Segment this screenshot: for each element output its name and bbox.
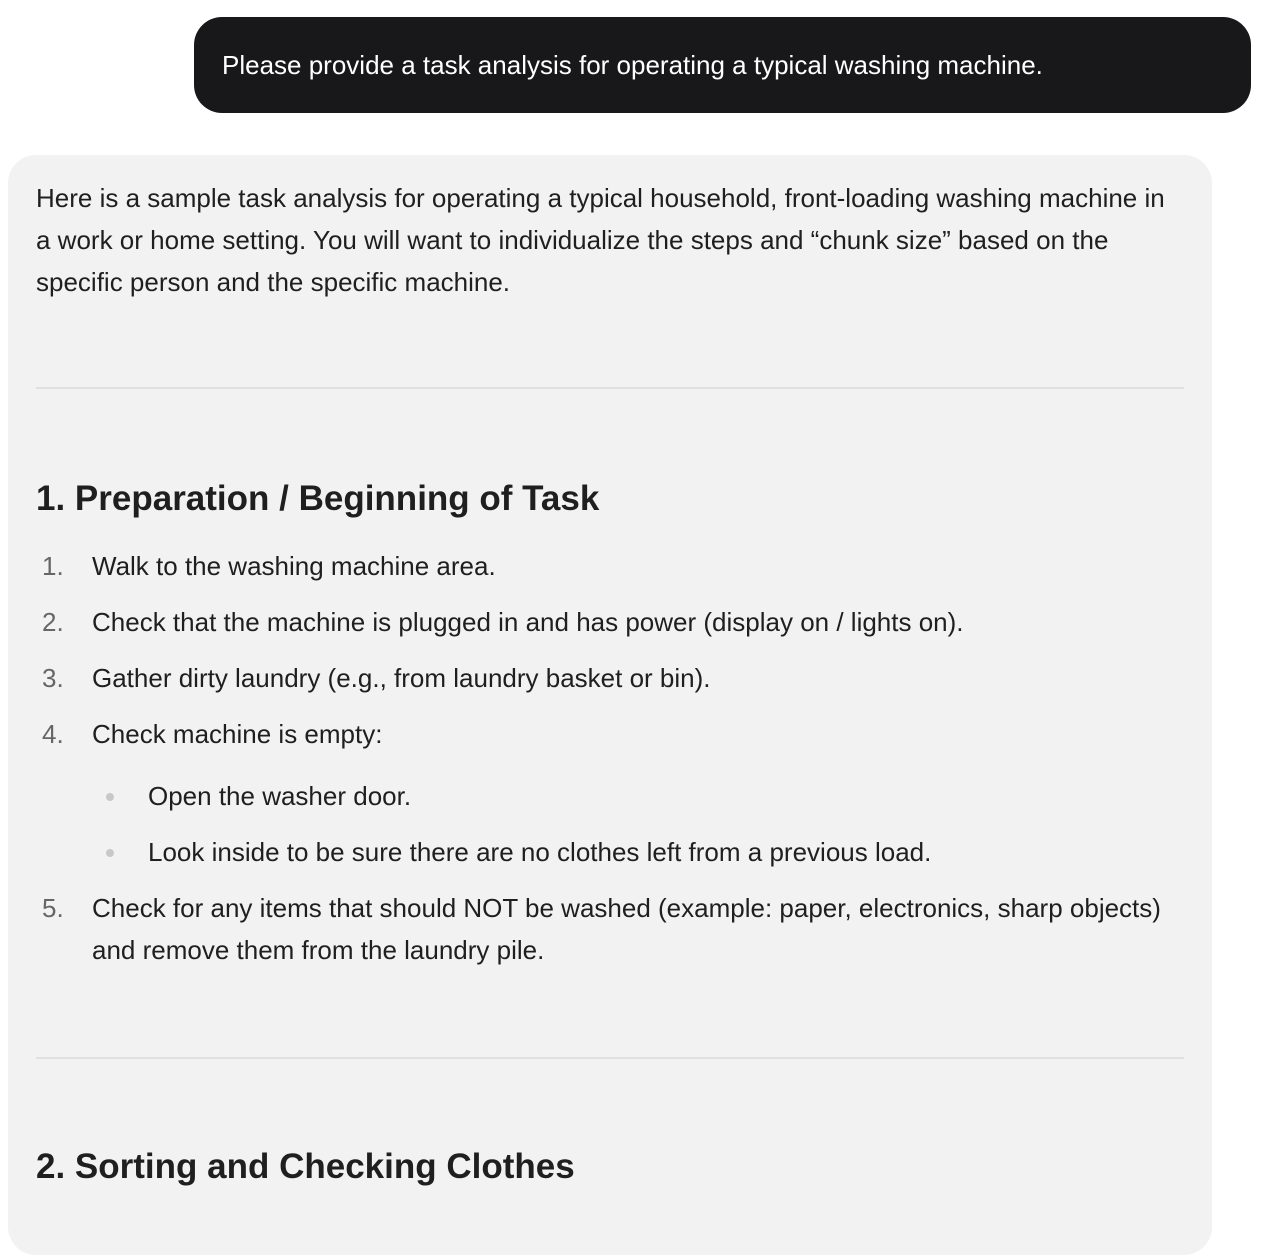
divider (36, 387, 1184, 389)
list-item (36, 713, 1184, 755)
list-item (92, 831, 1184, 873)
section-heading: 2. Sorting and Checking Clothes (36, 1147, 575, 1186)
step-text: Walk to the washing machine area. (92, 551, 496, 581)
assistant-reply (8, 155, 1212, 1255)
step-number: 1. (42, 551, 64, 581)
step-text: Check for any items that should NOT be washed (example: paper, electronics, sharp objects) and remove them from the laundry pile. (92, 893, 1161, 965)
user-message-bubble (194, 17, 1251, 113)
step-text: Check that the machine is plugged in and has power (display on / lights on). (92, 607, 964, 637)
list-item (92, 775, 1184, 817)
step-number: 2. (42, 607, 64, 637)
step-number: 5. (42, 893, 64, 923)
list-item (36, 545, 1184, 587)
section-heading: 1. Preparation / Beginning of Task (36, 479, 600, 518)
sub-step-text: Look inside to be sure there are no clothes left from a previous load. (148, 837, 932, 867)
reply-intro: Here is a sample task analysis for operating a typical household, front-loading washing machine in a work or home setting. You will want to individualize the steps and “chunk size” based on the specific person and the specific machine. (36, 183, 1165, 297)
step-number: 4. (42, 719, 64, 749)
sub-step-text: Open the washer door. (148, 781, 412, 811)
step-list (36, 545, 1184, 971)
step-number: 3. (42, 663, 64, 693)
bullet-icon (92, 831, 148, 873)
bullet-icon (92, 775, 148, 817)
user-message-text: Please provide a task analysis for operating a typical washing machine. (222, 49, 1043, 80)
list-item (36, 601, 1184, 643)
list-item (36, 887, 1184, 971)
list-item (36, 657, 1184, 699)
step-text: Check machine is empty: (92, 719, 383, 749)
step-text: Gather dirty laundry (e.g., from laundry basket or bin). (92, 663, 711, 693)
sub-list (92, 775, 1184, 873)
divider (36, 1057, 1184, 1059)
